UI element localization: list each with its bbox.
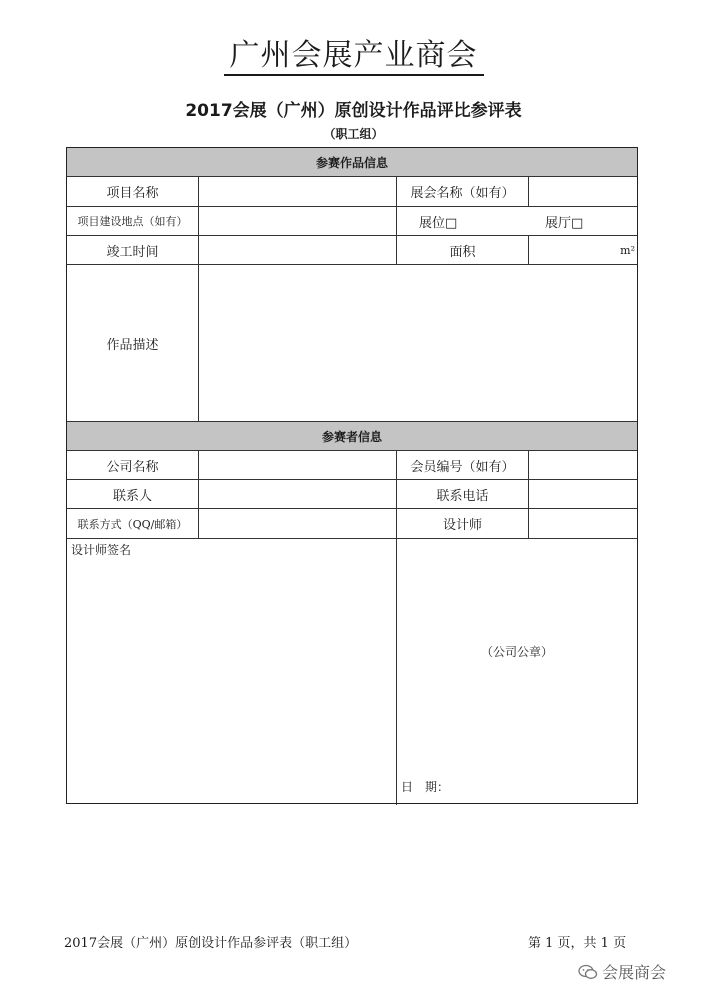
project-name-field[interactable] [199, 177, 396, 206]
member-number-label: 会员编号（如有） [410, 459, 515, 475]
completion-time-field[interactable] [199, 236, 396, 264]
contact-method-label: 联系方式（QQ/邮箱） [77, 517, 188, 531]
wechat-account-name: 会展商会 [602, 963, 667, 982]
project-location-field[interactable] [199, 207, 396, 235]
contact-phone-label: 联系电话 [436, 488, 489, 504]
date-label: 日 期： [401, 779, 450, 794]
wechat-watermark [578, 960, 666, 983]
wechat-icon [578, 964, 598, 980]
contact-phone-field[interactable] [529, 480, 637, 508]
project-name-label: 项目名称 [106, 186, 159, 201]
work-info-section-header: 参赛作品信息 [67, 148, 637, 176]
description-label: 作品描述 [106, 337, 159, 353]
designer-label: 设计师 [442, 518, 482, 533]
contact-method-field[interactable] [199, 509, 396, 538]
contact-person-field[interactable] [199, 480, 396, 508]
organization-title [0, 38, 707, 76]
organization-name: 广州会展产业商会 [224, 38, 484, 76]
contact-person-label: 联系人 [112, 488, 152, 504]
designer-field[interactable] [529, 509, 637, 538]
designer-signature-label: 设计师签名 [71, 542, 132, 557]
designer-signature-field[interactable] [68, 560, 395, 802]
company-name-label: 公司名称 [106, 459, 159, 475]
company-seal-label: （公司公章） [480, 644, 553, 659]
form-group: （职工组） [323, 127, 384, 141]
entrant-info-section-header: 参赛者信息 [67, 422, 637, 450]
form-title: 2017会展（广州）原创设计作品评比参评表 [185, 101, 522, 121]
footer-form-name: 2017会展（广州）原创设计作品参评表（职工组） [64, 936, 358, 951]
completion-time-label: 竣工时间 [106, 244, 159, 260]
exhibition-name-label: 展会名称（如有） [410, 186, 515, 201]
hall-option-checkbox[interactable]: 展厅□ [545, 215, 584, 231]
entry-form-table [66, 147, 638, 804]
footer-page-info: 第 1 页，共 1 页 [528, 936, 627, 951]
project-location-label: 项目建设地点（如有） [77, 215, 188, 228]
exhibition-name-field[interactable] [529, 177, 637, 206]
company-name-field[interactable] [199, 451, 396, 479]
member-number-field[interactable] [529, 451, 637, 479]
area-label: 面积 [449, 244, 476, 260]
area-unit: m² [620, 243, 635, 257]
description-field[interactable] [199, 265, 637, 421]
booth-option-checkbox[interactable]: 展位□ [419, 215, 458, 231]
